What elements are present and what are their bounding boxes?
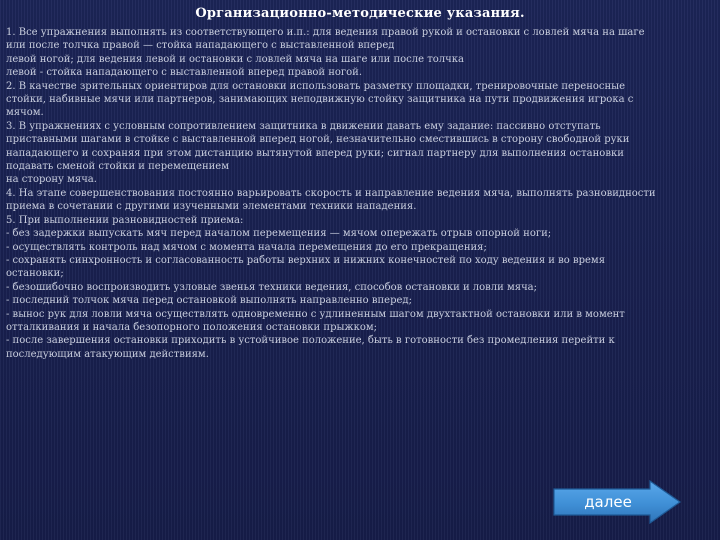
text-line: левой ногой; для ведения левой и остановки с ловлей мяча на шаге или после толчка [6, 53, 464, 65]
text-line: 1. Все упражнения выполнять из соответствующего и.п.: для ведения правой рукой и остановки с ловлей мяча на шаге [6, 27, 645, 38]
text-line: или после толчка правой — стойка нападающего с выставленной вперед [6, 40, 395, 52]
text-line: мячом. [6, 107, 44, 119]
text-line: - осуществлять контроль над мячом с момента начала перемещения до его прекращения; [6, 241, 487, 253]
text-line: - безошибочно воспроизводить узловые звенья техники ведения, способов остановки и ловли мяча; [6, 281, 538, 293]
page-title: Организационно-методические указания. [195, 6, 525, 21]
text-line: левой - стойка нападающего с выставленной вперед правой ногой. [6, 67, 363, 79]
next-button[interactable] [552, 479, 682, 525]
text-line: остановки; [6, 268, 64, 280]
text-line: 4. На этапе совершенствования постоянно варьировать скорость и направление ведения мяча, выполнять разновидности [6, 187, 656, 199]
text-line: подавать сменой стойки и перемещением [6, 161, 229, 173]
text-line: приставными шагами в стойке с выставленной вперед ногой, незначительно сместившись в сторону свободной руки [6, 134, 630, 146]
text-line: на сторону мяча. [6, 174, 97, 186]
text-line: - без задержки выпускать мяч перед началом перемещения — мячом опережать отрыв опорной ноги; [6, 228, 552, 240]
text-line: - после завершения остановки приходить в устойчивое положение, быть в готовности без промедления перейти к [6, 335, 615, 347]
text-line: стойки, набивные мячи или партнеров, занимающих неподвижную стойку защитника на пути продвижения игрока с [6, 94, 634, 106]
text-line: 5. При выполнении разновидностей приема: [6, 214, 244, 226]
next-button-label: далее [584, 493, 632, 511]
text-line: - вынос рук для ловли мяча осуществлять одновременно с удлиненным шагом двухтактной остановки или в момент [6, 308, 625, 320]
text-line: 2. В качестве зрительных ориентиров для остановки использовать разметку площадки, тренировочные переносные [6, 80, 626, 92]
instructions-text [6, 26, 688, 361]
text-line: нападающего и сохраняя при этом дистанцию вытянутой вперед руки; сигнал партнеру для выполнения остановки [6, 147, 624, 159]
text-line: последующим атакующим действиям. [6, 348, 209, 360]
text-line: приема в сочетании с другими изученными элементами техники нападения. [6, 201, 417, 213]
text-line: 3. В упражнениях с условным сопротивлением защитника в движении давать ему задание: пассивно отступать [6, 120, 601, 132]
text-line: - последний толчок мяча перед остановкой выполнять направленно вперед; [6, 295, 412, 307]
text-line: отталкивания и начала безопорного положения остановки прыжком; [6, 321, 378, 333]
text-line: - сохранять синхронность и согласованность работы верхних и нижних конечностей по ходу ведения и во время [6, 254, 606, 266]
